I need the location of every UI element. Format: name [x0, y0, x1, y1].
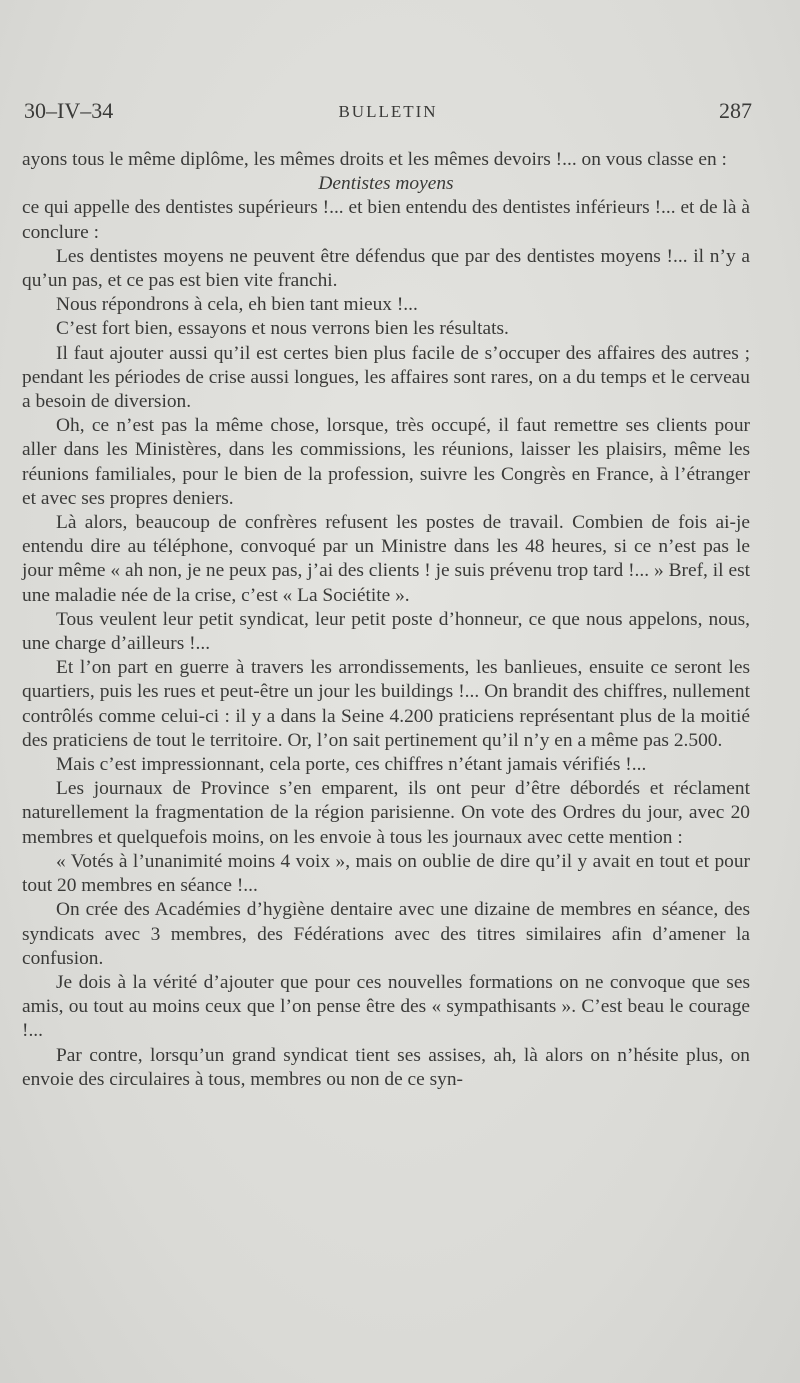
- paragraph: Les dentistes moyens ne peuvent être défendus que par des dentistes moyens !... il n’y a qu’un pas, et ce pas est bien vite franchi.: [22, 245, 750, 292]
- paragraph: Par contre, lorsqu’un grand syndicat tient ses assises, ah, là alors on n’hésite plus, on envoie des circulaires à tous, membres ou non de ce syn-: [22, 1044, 750, 1090]
- paragraph: On crée des Académies d’hygiène dentaire avec une dizaine de membres en séance, des syndicats avec 3 membres, des Fédérations avec des titres similaires afin d’amener la confusion.: [22, 899, 750, 969]
- running-header: [24, 98, 752, 128]
- centered-heading: Dentistes moyens: [318, 173, 454, 195]
- paragraph: Là alors, beaucoup de confrères refusent les postes de travail. Combien de fois ai-je entendu dire au téléphone, convoqué par un Ministre dans les 48 heures, si ce n’est pas le jour même « ah non, je ne peux pas, j’ai des clients ! je suis prévenu trop tard !... » Bref, il est une maladie née de la crise, c’est « La Sociétite ».: [22, 512, 750, 606]
- page-number: 287: [719, 98, 752, 123]
- paragraph: Il faut ajouter aussi qu’il est certes bien plus facile de s’occuper des affaires des autres ; pendant les périodes de crise aussi longues, les affaires sont rares, on a du temps et le cerveau a besoin de diversion.: [22, 342, 750, 413]
- body-text: [22, 148, 750, 1092]
- paragraph: Tous veulent leur petit syndicat, leur petit poste d’honneur, ce que nous appelons, nous, une charge d’ailleurs !...: [22, 608, 750, 655]
- paragraph: Je dois à la vérité d’ajouter que pour ces nouvelles formations on ne convoque que ses amis, ou tout au moins ceux que l’on pense être des « sympathisants ». C’est beau le courage !...: [22, 971, 750, 1042]
- paragraph: « Votés à l’unanimité moins 4 voix », mais on oublie de dire qu’il y avait en tout et pour tout 20 membres en séance !...: [22, 850, 750, 897]
- paragraph: Et l’on part en guerre à travers les arrondissements, les banlieues, ensuite ce seront les quartiers, puis les rues et peut-être un jour les buildings !... On brandit des chiffres, nullement contrôlés comme celui-ci : il y a dans la Seine 4.200 praticiens représentant plus de la moitié des praticiens de tout le territoire. Or, l’on sait pertinement qu’il n’y en a même pas 2.500.: [22, 657, 750, 751]
- paragraph: Nous répondrons à cela, eh bien tant mieux !...: [56, 294, 418, 316]
- paragraph: Les journaux de Province s’en emparent, ils ont peur d’être débordés et réclament naturellement la fragmentation de la région parisienne. On vote des Ordres du jour, avec 20 membres et quelquefois moins, on les envoie à tous les journaux avec cette mention :: [22, 778, 750, 848]
- paragraph: ayons tous le même diplôme, les mêmes droits et les mêmes devoirs !... on vous classe en :: [22, 149, 727, 170]
- running-title: BULLETIN: [338, 102, 438, 121]
- paragraph: C’est fort bien, essayons et nous verrons bien les résultats.: [56, 318, 509, 340]
- paragraph: Mais c’est impressionnant, cela porte, ces chiffres n’étant jamais vérifiés !...: [56, 754, 647, 776]
- paragraph: Oh, ce n’est pas la même chose, lorsque, très occupé, il faut remettre ses clients pour aller dans les Ministères, dans les commissions, les réunions, laisser les plaisirs, même les réunions familiales, pour le bien de la profession, suivre les Congrès en France, à l’étranger et avec ses propres deniers.: [22, 415, 750, 509]
- issue-date: 30–IV–34: [24, 98, 114, 123]
- paragraph: ce qui appelle des dentistes supérieurs !... et bien entendu des dentistes inférieurs !... et de là à conclure :: [22, 197, 750, 243]
